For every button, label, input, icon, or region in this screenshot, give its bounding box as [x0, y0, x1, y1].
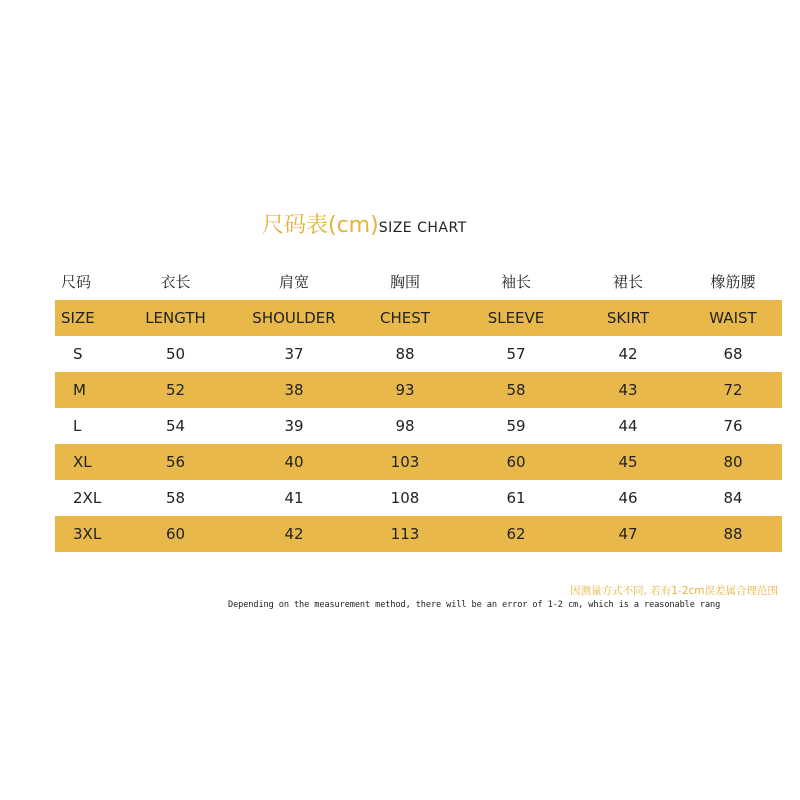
header-cn-length: 衣长: [160, 272, 191, 291]
cell-waist: 80: [723, 453, 743, 471]
cell-sleeve: 59: [506, 417, 526, 435]
cell-chest: 93: [395, 381, 415, 399]
header-cn-sleeve: 袖长: [500, 272, 531, 291]
cell-length: 50: [165, 345, 186, 363]
header-row-english: [55, 300, 782, 336]
table-row: [55, 516, 782, 552]
cell-skirt: 43: [618, 381, 638, 399]
cell-size: S: [73, 345, 83, 363]
header-cn-shoulder: 肩宽: [278, 272, 309, 291]
table-row: [55, 444, 782, 480]
cell-length: 58: [165, 489, 186, 507]
cell-chest: 98: [395, 417, 415, 435]
cell-length: 54: [165, 417, 186, 435]
cell-size: 2XL: [73, 489, 102, 507]
cell-sleeve: 60: [506, 453, 526, 471]
header-cn-skirt: 裙长: [612, 272, 643, 291]
cell-shoulder: 39: [284, 417, 304, 435]
size-table: [55, 262, 782, 552]
cell-sleeve: 62: [506, 525, 526, 543]
cell-skirt: 45: [618, 453, 638, 471]
header-en-sleeve: SLEEVE: [487, 309, 545, 327]
header-cn-size: 尺码: [61, 272, 92, 291]
title-english: SIZE CHART: [378, 220, 467, 236]
header-en-skirt: SKIRT: [606, 309, 650, 327]
cell-chest: 113: [390, 525, 420, 543]
cell-waist: 68: [723, 345, 743, 363]
cell-size: XL: [73, 453, 92, 471]
cell-chest: 103: [390, 453, 420, 471]
cell-chest: 108: [390, 489, 420, 507]
cell-length: 56: [165, 453, 186, 471]
cell-waist: 84: [723, 489, 743, 507]
cell-waist: 88: [723, 525, 743, 543]
title-chinese: 尺码表(cm): [262, 213, 379, 238]
cell-sleeve: 57: [506, 345, 526, 363]
header-row-chinese: [55, 262, 782, 300]
cell-shoulder: 42: [284, 525, 304, 543]
header-cn-chest: 胸围: [389, 272, 420, 291]
cell-length: 60: [165, 525, 186, 543]
cell-shoulder: 40: [284, 453, 304, 471]
size-chart-title: [262, 208, 467, 239]
table-row: [55, 336, 782, 372]
cell-shoulder: 41: [284, 489, 304, 507]
header-en-shoulder: SHOULDER: [252, 309, 336, 327]
measurement-note-english: Depending on the measurement method, there will be an error of 1-2 cm, which is a reasonable rang: [228, 600, 721, 610]
cell-waist: 76: [723, 417, 743, 435]
cell-sleeve: 61: [506, 489, 526, 507]
measurement-note-chinese: 因测量方式不同, 若有1-2cm误差属合理范围: [570, 585, 778, 597]
cell-shoulder: 38: [284, 381, 304, 399]
cell-skirt: 46: [618, 489, 638, 507]
cell-length: 52: [165, 381, 186, 399]
cell-sleeve: 58: [506, 381, 526, 399]
header-en-waist: WAIST: [709, 309, 757, 327]
cell-waist: 72: [723, 381, 743, 399]
cell-skirt: 47: [618, 525, 638, 543]
table-row: [55, 480, 782, 516]
header-en-length: LENGTH: [145, 309, 206, 327]
header-en-size: SIZE: [61, 309, 95, 327]
table-row: [55, 372, 782, 408]
header-en-chest: CHEST: [380, 309, 430, 327]
table-row: [55, 408, 782, 444]
cell-size: L: [73, 417, 82, 435]
header-cn-waist: 橡筋腰: [710, 272, 756, 291]
cell-skirt: 42: [618, 345, 638, 363]
cell-size: 3XL: [73, 525, 102, 543]
cell-size: M: [73, 381, 86, 399]
cell-skirt: 44: [618, 417, 638, 435]
cell-chest: 88: [395, 345, 415, 363]
cell-shoulder: 37: [284, 345, 304, 363]
